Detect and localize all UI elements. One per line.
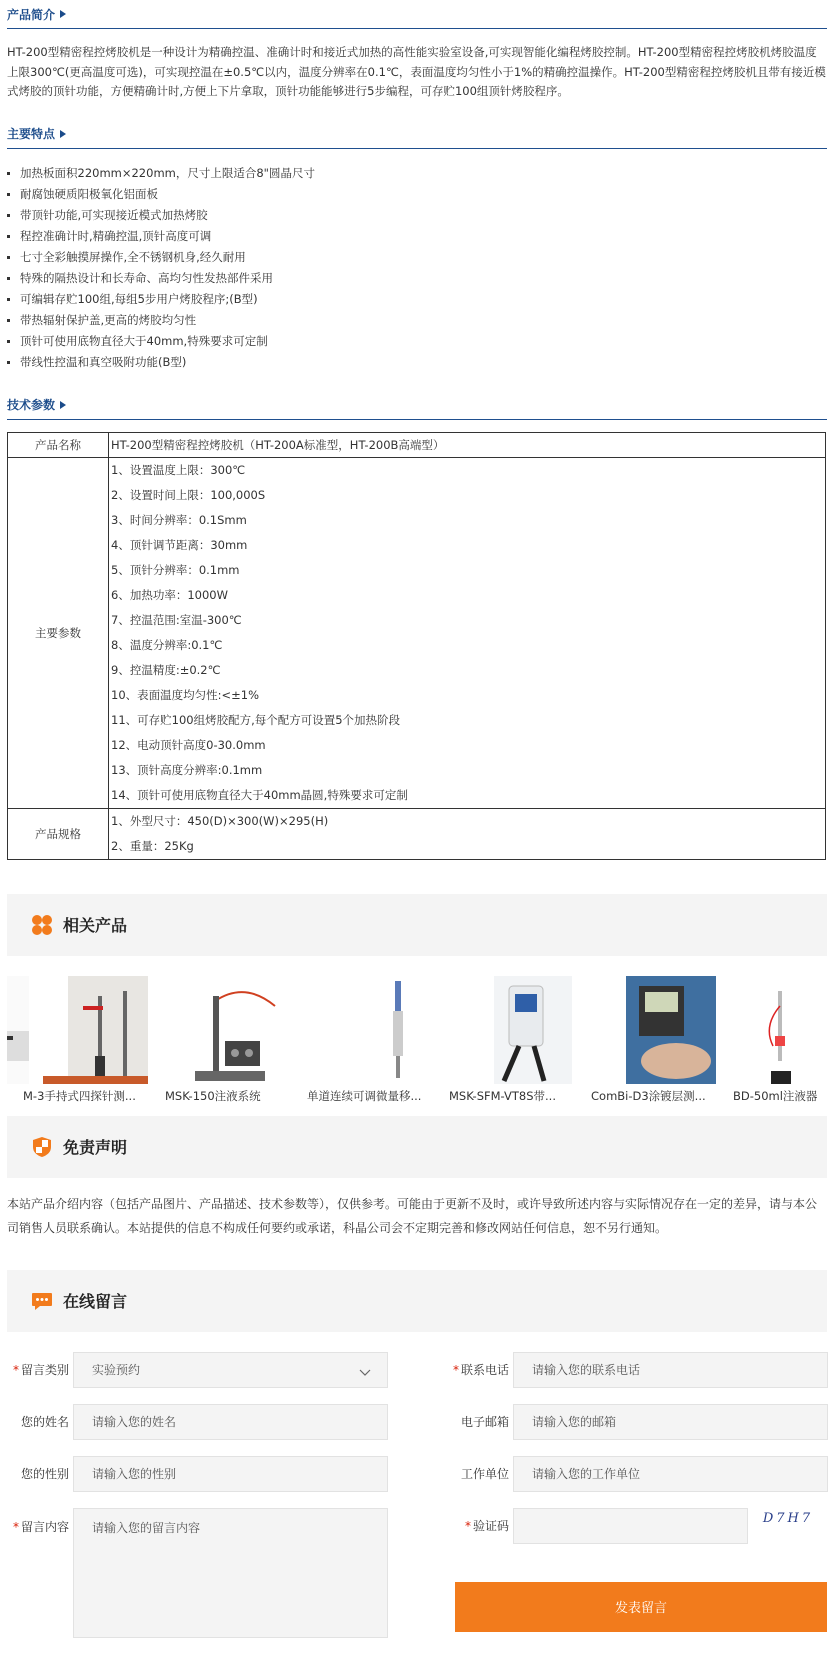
spec-line: 6、加热功率：1000W (111, 587, 228, 602)
product-image[interactable] (23, 976, 148, 1084)
required-mark: * (452, 1363, 459, 1377)
bullet-icon (7, 361, 10, 364)
category-label: 留言类别 (20, 1363, 69, 1377)
product-image[interactable] (307, 976, 432, 1084)
product-card[interactable] (449, 976, 574, 1104)
submit-button[interactable]: 发表留言 (455, 1582, 827, 1632)
phone-row (445, 1352, 828, 1388)
phone-input[interactable]: 请输入您的联系电话 (513, 1352, 828, 1388)
captcha-label: 验证码 (472, 1519, 509, 1533)
features-list (7, 163, 827, 373)
product-image[interactable] (733, 976, 827, 1084)
intro-title: 产品简介 (7, 7, 56, 22)
feature-item: 顶针可使用底物直径大于40mm,特殊要求可定制 (7, 331, 827, 352)
content-textarea[interactable]: 请输入您的留言内容 (73, 1508, 388, 1638)
spec-line: 4、顶针调节距离：30mm (111, 537, 248, 552)
email-row (445, 1404, 828, 1440)
triangle-right-icon (60, 401, 66, 409)
product-image[interactable] (165, 976, 290, 1084)
bullet-icon (7, 214, 10, 217)
features-title: 主要特点 (7, 127, 56, 141)
product-name[interactable]: M-3手持式四探针测... (23, 1088, 136, 1103)
phone-label: 联系电话 (460, 1363, 509, 1377)
name-row (7, 1404, 388, 1440)
shield-icon (31, 1136, 53, 1158)
spec-line: 8、温度分辨率:0.1℃ (111, 637, 223, 652)
disclaimer-title: 免责声明 (63, 1138, 128, 1157)
spec-line: 9、控温精度:±0.2℃ (111, 662, 221, 677)
related-heading (7, 894, 827, 956)
spec-name-value: HT-200型精密程控烤胶机（HT-200A标准型，HT-200B高端型） (109, 432, 826, 457)
captcha-row (445, 1508, 828, 1544)
captcha-input[interactable] (513, 1508, 748, 1544)
feature-item: 带顶针功能,可实现接近模式加热烤胶 (7, 205, 827, 226)
bullet-icon (7, 340, 10, 343)
chat-icon (31, 1290, 53, 1312)
bullet-icon (7, 235, 10, 238)
name-label: 您的姓名 (20, 1415, 69, 1429)
related-products-carousel[interactable] (7, 966, 827, 1116)
bullet-icon (7, 256, 10, 259)
spec-size-values (109, 808, 826, 859)
email-label: 电子邮箱 (460, 1415, 509, 1429)
feature-item: 耐腐蚀硬质阳极氧化铝面板 (7, 184, 827, 205)
product-image[interactable] (449, 976, 574, 1084)
feature-item: 加热板面积220mm×220mm，尺寸上限适合8"圆晶尺寸 (7, 163, 827, 184)
product-name[interactable]: 单道连续可调微量移... (307, 1088, 422, 1103)
product-image[interactable] (591, 976, 716, 1084)
feature-item: 七寸全彩触摸屏操作,全不锈钢机身,经久耐用 (7, 247, 827, 268)
content-row (7, 1508, 388, 1638)
product-card[interactable] (733, 976, 827, 1104)
spec-main-label: 主要参数 (8, 457, 109, 808)
message-title: 在线留言 (63, 1292, 128, 1311)
spec-size-label: 产品规格 (8, 808, 109, 859)
spec-line: 11、可存贮100组烤胶配方,每个配方可设置5个加热阶段 (111, 712, 401, 727)
company-row (445, 1456, 828, 1492)
intro-heading (7, 0, 827, 29)
triangle-right-icon (60, 130, 66, 138)
specs-title: 技术参数 (7, 398, 56, 412)
table-row (8, 808, 826, 859)
spec-table (7, 432, 826, 860)
product-card[interactable] (591, 976, 716, 1104)
feature-item: 特殊的隔热设计和长寿命、高均匀性发热部件采用 (7, 268, 827, 289)
spec-line: 7、控温范围:室温-300℃ (111, 612, 242, 627)
content-label: 留言内容 (20, 1519, 69, 1534)
intro-text: HT-200型精密程控烤胶机是一种设计为精确控温、准确计时和接近式加热的高性能实验室设备,可实现智能化编程烤胶控制。HT-200型精密程控烤胶机烤胶温度上限300℃(更高温度可选)，可实现控温在±0.5℃以内，温度分辨率在0.1℃，表面温度均匀性小于1%的精确控温操作。HT-200型精密程控烤胶机且带有接近模式烤胶的顶针功能，方便精确计时,方便上下片拿取，顶针功能能够进行5步编程，可存贮100组顶针烤胶程序。 (7, 45, 826, 98)
product-name[interactable]: MSK-150注液系统 (165, 1088, 261, 1103)
specs-heading (7, 391, 827, 420)
feature-item: 带热辐射保护盖,更高的烤胶均匀性 (7, 310, 827, 331)
triangle-right-icon (60, 10, 66, 18)
disclaimer-heading (7, 1116, 827, 1178)
spec-name-label: 产品名称 (8, 432, 109, 457)
gender-input[interactable]: 请输入您的性别 (73, 1456, 388, 1492)
bullet-icon (7, 319, 10, 322)
bullet-icon (7, 172, 10, 175)
product-name[interactable]: MSK-SFM-VT8S带... (449, 1088, 556, 1103)
spec-line: 12、电动顶针高度0-30.0mm (111, 737, 266, 752)
chevron-down-icon (359, 1366, 371, 1380)
email-input[interactable]: 请输入您的邮箱 (513, 1404, 828, 1440)
spec-line: 2、重量：25Kg (111, 838, 194, 853)
name-input[interactable]: 请输入您的姓名 (73, 1404, 388, 1440)
grid-icon (31, 914, 53, 936)
required-mark: * (464, 1519, 471, 1533)
product-card[interactable] (307, 976, 432, 1104)
message-heading (7, 1270, 827, 1332)
category-select[interactable]: 实验预约 (73, 1352, 388, 1388)
spec-main-values (109, 457, 826, 808)
spec-line: 13、顶针高度分辨率:0.1mm (111, 762, 263, 777)
gender-row (7, 1456, 388, 1492)
spec-line: 3、时间分辨率：0.1Smm (111, 512, 247, 527)
product-card[interactable] (23, 976, 148, 1104)
disclaimer-text: 本站产品介绍内容（包括产品图片、产品描述、技术参数等），仅供参考。可能由于更新不及时，或许导致所述内容与实际情况存在一定的差异，请与本公司销售人员联系确认。本站提供的信息不构成任何要约或承诺，科晶公司会不定期完善和修改网站任何信息，恕不另行通知。 (7, 1196, 818, 1235)
captcha-image[interactable]: D7H7 (762, 1511, 814, 1526)
spec-line: 14、顶针可使用底物直径大于40mm晶圆,特殊要求可定制 (111, 787, 408, 802)
spec-line: 2、设置时间上限：100,000S (111, 487, 266, 502)
spec-line: 5、顶针分辨率：0.1mm (111, 562, 240, 577)
feature-item: 可编辑存贮100组,每组5步用户烤胶程序;(B型) (7, 289, 827, 310)
related-title: 相关产品 (63, 916, 128, 935)
product-card[interactable] (165, 976, 290, 1104)
bullet-icon (7, 277, 10, 280)
company-label: 工作单位 (460, 1467, 509, 1481)
spec-line: 1、设置温度上限：300℃ (111, 462, 246, 477)
required-mark: * (12, 1363, 19, 1377)
category-row (7, 1352, 388, 1388)
message-form (7, 1332, 827, 1632)
spec-line: 1、外型尺寸：450(D)×300(W)×295(H) (111, 813, 329, 828)
gender-label: 您的性别 (20, 1467, 69, 1481)
product-name[interactable]: BD-50ml注液器 (733, 1088, 818, 1103)
company-input[interactable]: 请输入您的工作单位 (513, 1456, 828, 1492)
bullet-icon (7, 298, 10, 301)
spec-line: 10、表面温度均匀性:<±1% (111, 687, 260, 702)
feature-item: 程控准确计时,精确控温,顶针高度可调 (7, 226, 827, 247)
table-row (8, 457, 826, 808)
required-mark: * (12, 1519, 19, 1534)
product-name[interactable]: ComBi-D3涂镀层测... (591, 1088, 706, 1103)
features-heading (7, 120, 827, 149)
bullet-icon (7, 193, 10, 196)
feature-item: 带线性控温和真空吸附功能(B型) (7, 352, 827, 373)
table-row (8, 432, 826, 457)
